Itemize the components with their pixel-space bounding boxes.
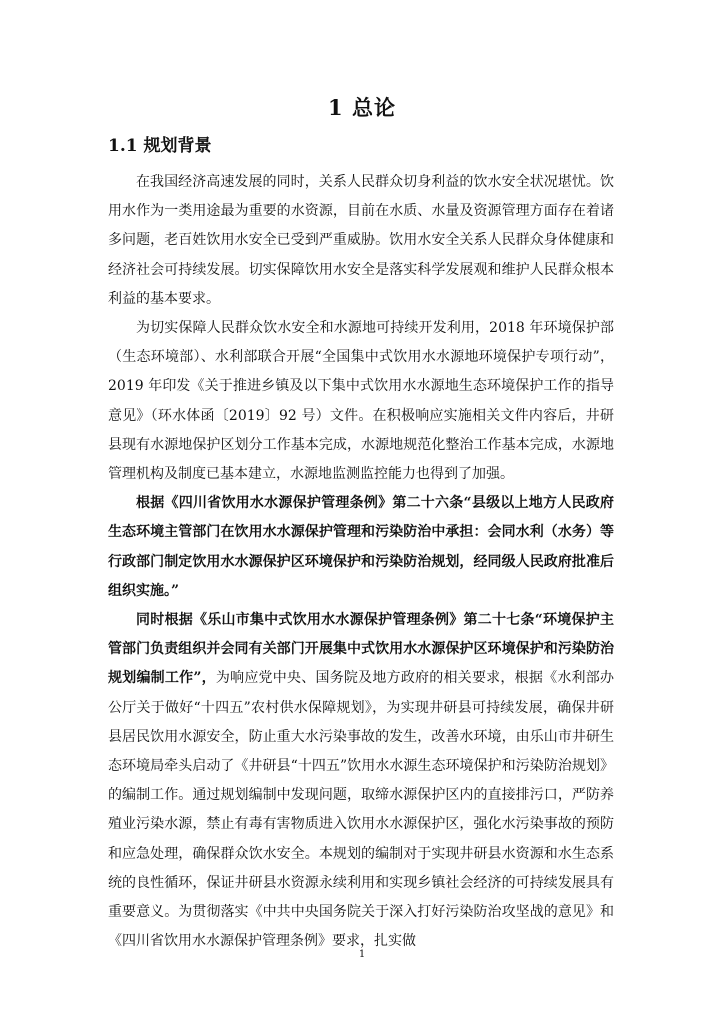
paragraph-continuation: 为响应党中央、国务院及地方政府的相关要求，根据《水利部办公厅关于做好“十四五”农村供水保障规划》，为实现井研县可持续发展，确保井研县居民饮用水源安全，防止重大水污染事故的发生，改善水环境，由乐山市井研生态环境局牵头启动了《井研县“十四五”饮用水水源生态环境保护和污染防治规划》的编制工作。通过规划编制中发现问题，取缔水源保护区内的直接排污口，严防养殖业污染水源，禁止有毒有害物质进入饮用水水源保护区，强化水污染事故的预防和应急处理，确保群众饮水安全。本规划的编制对于实现井研县水资源和水生态系统的良性循环，保证井研县水资源永续利用和实现乡镇社会经济的可持续发展具有重要意义。为贯彻落实《中共中央国务院关于深入打好污染防治攻坚战的意见》和《四川省饮用水水源保护管理条例》要求，扎实做	[108, 670, 614, 950]
section-heading: 1.1 规划背景	[108, 136, 212, 156]
body-text	[108, 168, 614, 956]
paragraph-planning-purpose	[108, 606, 614, 956]
chapter-title: 1 总论	[328, 95, 396, 120]
regulation-citation: 同时根据《乐山市集中式饮用水水源保护管理条例》第二十七条“环境保护主管部门负责组织并会同有关部门开展集中式饮用水水源保护区环境保护和污染防治规划编制工作”，	[108, 612, 614, 687]
paragraph-regulation-quote: 根据《四川省饮用水水源保护管理条例》第二十六条“县级以上地方人民政府生态环境主管部门在饮用水水源保护管理和污染防治中承担：会同水利（水务）等行政部门制定饮用水水源保护区环境保护和污染防治规划，经同级人民政府批准后组织实施。”	[108, 495, 614, 599]
paragraph-background: 在我国经济高速发展的同时，关系人民群众切身利益的饮水安全状况堪忧。饮用水作为一类用途最为重要的水资源，目前在水质、水量及资源管理方面存在着诸多问题，老百姓饮用水安全已受到严重威胁。饮用水安全关系人民群众身体健康和经济社会可持续发展。切实保障饮用水安全是落实科学发展观和维护人民群众根本利益的基本要求。	[108, 174, 614, 307]
page-number: 1	[358, 949, 366, 960]
paragraph-policy: 为切实保障人民群众饮水安全和水源地可持续开发利用，2018 年环境保护部（生态环境部）、水利部联合开展“全国集中式饮用水水源地环境保护专项行动”，2019 年印发《关于推进乡镇及以下集中式饮用水水源地生态环境保护工作的指导意见》（环水体函〔2019〕92 号）文件。在积极响应实施相关文件内容后，井研县现有水源地保护区划分工作基本完成，水源地规范化整治工作基本完成，水源地管理机构及制度已基本建立，水源地监测监控能力也得到了加强。	[108, 320, 614, 483]
